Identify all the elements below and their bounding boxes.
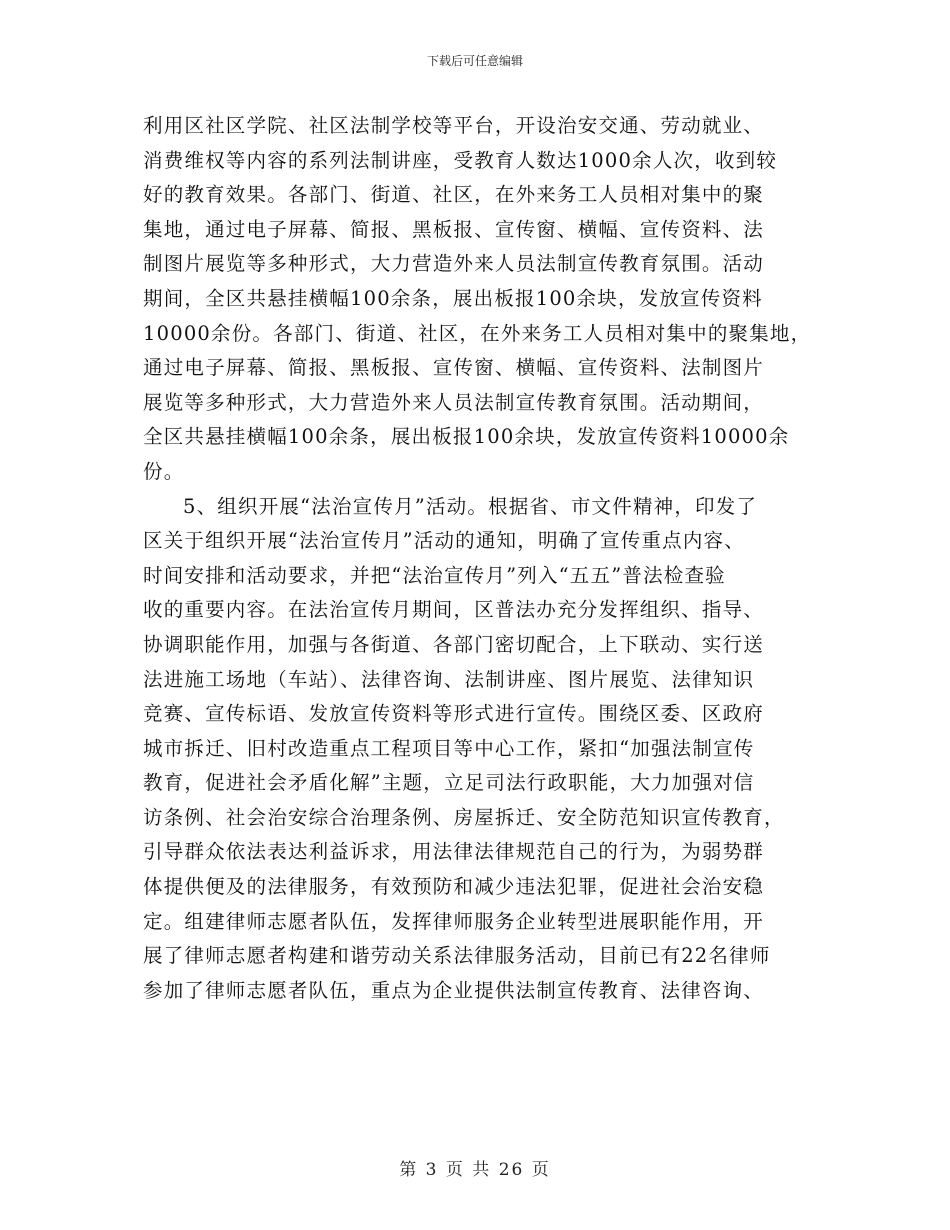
- text-line: 竞赛、宣传标语、发放宣传资料等形式进行宣传。围绕区委、区政府: [143, 702, 765, 726]
- text-line: 期间，全区共悬挂横幅100余条，展出板报100余块，发放宣传资料: [143, 286, 763, 310]
- page-number-footer: 第 3 页 共 26 页: [399, 1160, 551, 1180]
- text-line: 体提供便及的法律服务，有效预防和减少违法犯罪，促进社会治安稳: [143, 875, 765, 899]
- text-line: 区关于组织开展“法治宣传月”活动的通知，明确了宣传重点内容、: [143, 529, 745, 553]
- text-line: 集地，通过电子屏幕、简报、黑板报、宣传窗、横幅、宣传资料、法: [143, 217, 765, 241]
- text-line: 城市拆迁、旧村改造重点工程项目等中心工作，紧扣“加强法制宣传: [143, 736, 755, 760]
- text-line: 10000余份。各部门、街道、社区，在外来务工人员相对集中的聚集地，: [143, 321, 812, 345]
- text-line: 法进施工场地（车站）、法律咨询、法制讲座、图片展览、法律知识: [143, 667, 755, 691]
- text-line: 展览等多种形式，大力营造外来人员法制宣传教育氛围。活动期间，: [143, 390, 765, 414]
- text-line: 制图片展览等多种形式，大力营造外来人员法制宣传教育氛围。活动: [143, 252, 765, 276]
- text-line: 协调职能作用，加强与各街道、各部门密切配合，上下联动、实行送: [143, 632, 765, 656]
- text-line: 份。: [143, 459, 185, 483]
- paragraph-start-line: 5、组织开展“法治宣传月”活动。根据省、市文件精神，印发了: [183, 494, 758, 518]
- document-body: [143, 109, 823, 1008]
- text-line: 展了律师志愿者构建和谐劳动关系法律服务活动，目前已有22名律师: [143, 944, 771, 968]
- text-line: 定。组建律师志愿者队伍，发挥律师服务企业转型进展职能作用，开: [143, 909, 765, 933]
- text-line: 收的重要内容。在法治宣传月期间，区普法办充分发挥组织、指导、: [143, 598, 765, 622]
- text-line: 好的教育效果。各部门、街道、社区，在外来务工人员相对集中的聚: [143, 183, 765, 207]
- text-line: 引导群众依法表达利益诉求，用法律法律规范自己的行为，为弱势群: [143, 840, 765, 864]
- text-line: 利用区社区学院、社区法制学校等平台，开设治安交通、劳动就业、: [143, 114, 765, 137]
- text-line: 访条例、社会治安综合治理条例、房屋拆迁、安全防范知识宣传教育，: [143, 805, 785, 829]
- text-line: 教育，促进社会矛盾化解”主题，立足司法行政职能，大力加强对信: [143, 771, 755, 795]
- text-line: 时间安排和活动要求，并把“法治宣传月”列入“五五”普法检查验: [143, 563, 726, 587]
- text-line: 通过电子屏幕、简报、黑板报、宣传窗、横幅、宣传资料、法制图片: [143, 356, 765, 380]
- page-header: 下载后可任意编辑: [426, 54, 523, 68]
- text-line: 参加了律师志愿者队伍，重点为企业提供法制宣传教育、法律咨询、: [143, 978, 765, 1002]
- text-line: 消费维权等内容的系列法制讲座，受教育人数达1000余人次，收到较: [143, 148, 778, 172]
- text-line: 全区共悬挂横幅100余条，展出板报100余块，发放宣传资料10000余: [143, 425, 790, 449]
